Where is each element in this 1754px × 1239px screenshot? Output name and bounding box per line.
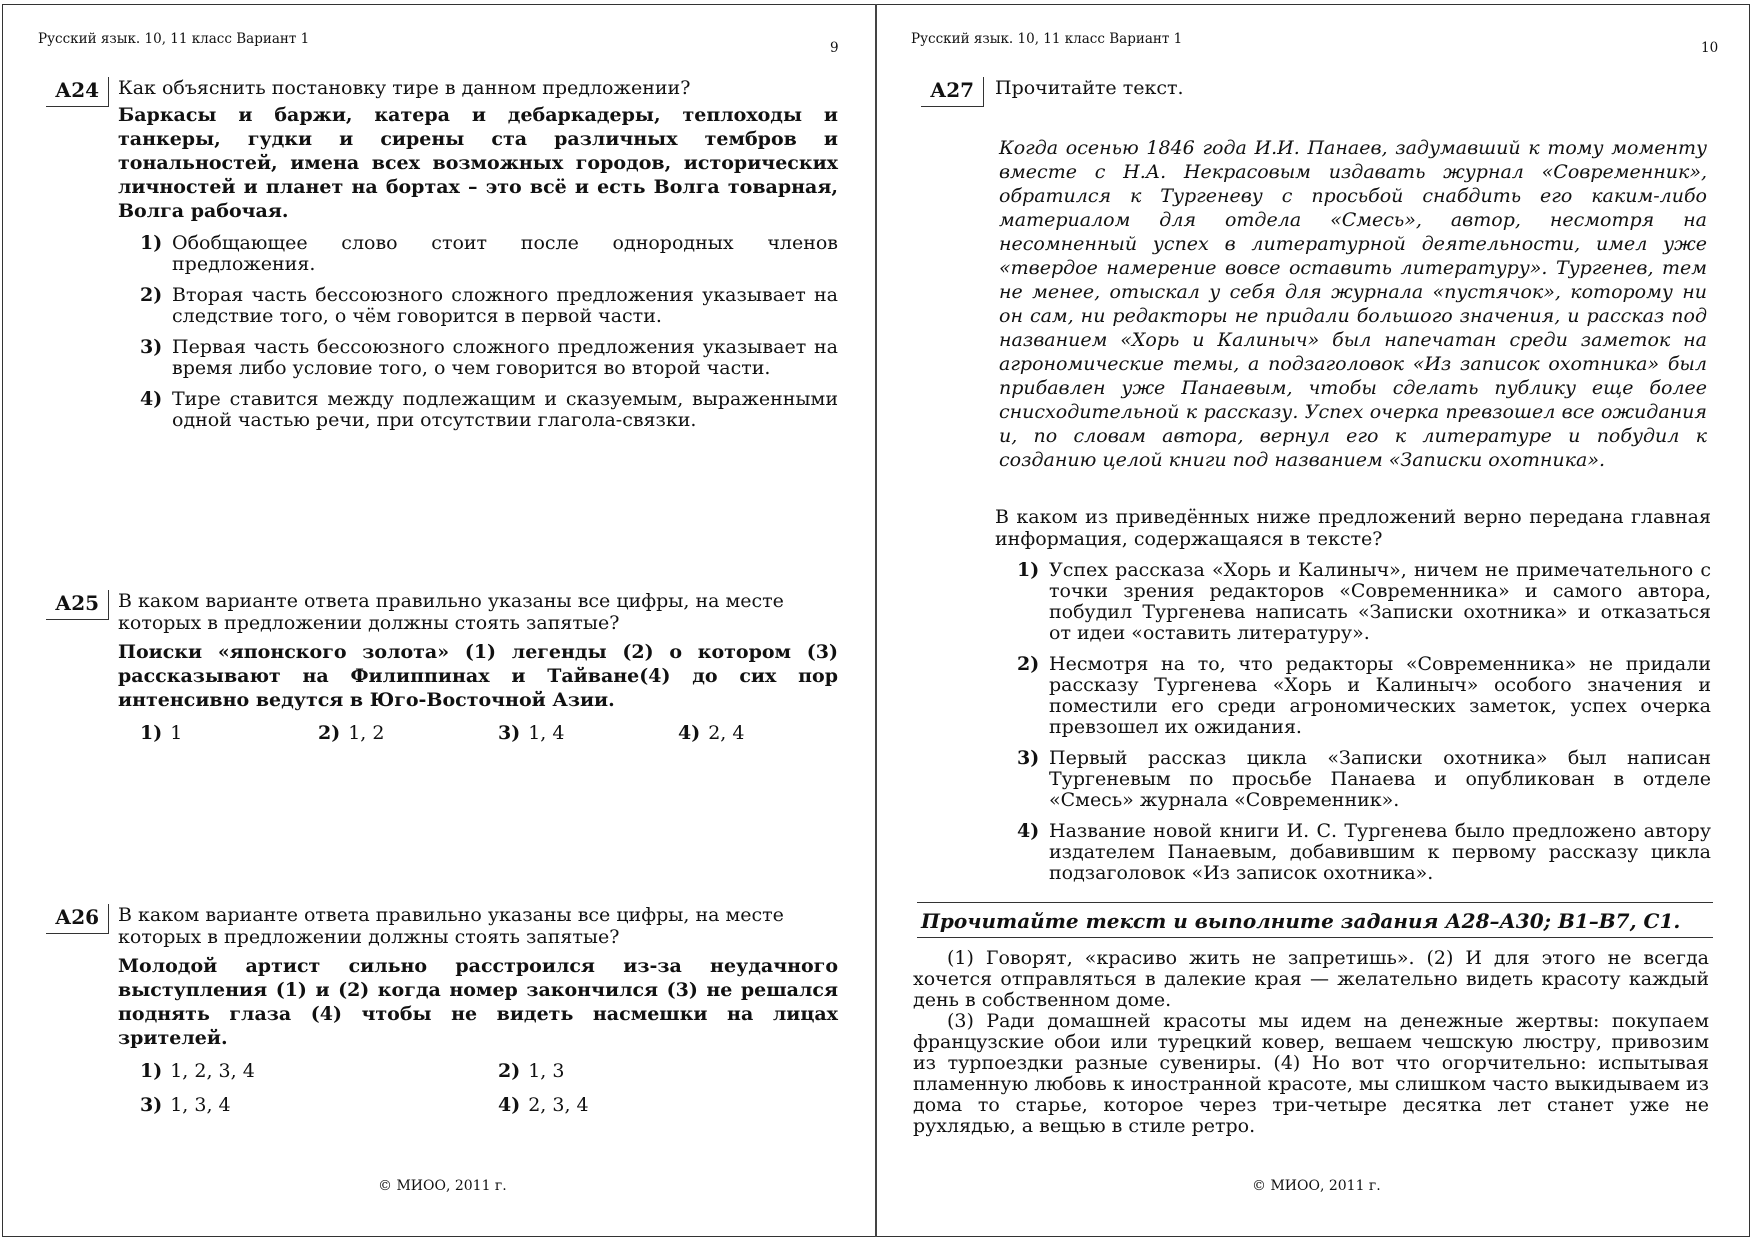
question-label: А25 <box>46 590 109 620</box>
question-text: Как объяснить постановку тире в данном предложении? <box>118 77 691 99</box>
option-text: 1, 2 <box>348 722 385 744</box>
a27-question-block <box>995 506 1711 884</box>
task-sentence: Поиски «японского золота» (1) легенды (2) о котором (3) рассказывают на Филиппинах и Тайване(4) до сих пор интенсивно ведутся в Юго-Восточной Азии. <box>118 641 838 711</box>
answer-option[interactable] <box>318 722 384 744</box>
task-sentence: Баркасы и баржи, катера и дебаркадеры, теплоходы и танкеры, гудки и сирены ста различных тембров и тональностей, имена всех возможных городов, исторических личностей и планет на бортах – это всё и есть Волга товарная, Волга рабочая. <box>118 104 838 222</box>
answer-option[interactable] <box>118 233 838 275</box>
answer-option[interactable] <box>140 722 182 744</box>
options-row <box>118 1094 838 1118</box>
paragraph: (1) Говорят, «красиво жить не запретишь». (2) И для этого не всегда хочется отправляться в далекие края — желательно видеть красоту каждый день в собственном доме. <box>913 947 1709 1011</box>
options-row <box>118 722 838 746</box>
question-text: В каком варианте ответа правильно указаны все цифры, на месте которых в предложении должны стоять запятые? <box>118 904 784 948</box>
paragraph: (3) Ради домашней красоты мы идем на денежные жертвы: покупаем французские обои или турецкий ковер, вешаем чешскую люстру, привозим из турпоездки разные сувениры. (4) Но вот что огорчительно: испытывая пламенную любовь к иностранной красоте, мы слишком часто выкидываем из дома то старье, которое через три-четыре десятка лет станет уже не рухлядью, а вещью в стиле ретро. <box>913 1010 1709 1137</box>
page-footer: © МИОО, 2011 г. <box>378 1178 507 1194</box>
option-text: Успех рассказа «Хорь и Калиныч», ничем не примечательного с точки зрения редакторов «Современника» и самого автора, побудил Тургенева написать «Записки охотника» и отказаться от идеи «оставить литературу». <box>1049 559 1711 644</box>
answer-option[interactable] <box>995 748 1711 811</box>
answer-option[interactable] <box>498 1060 564 1082</box>
option-number: 2) <box>1017 653 1040 675</box>
option-text: Тире ставится между подлежащим и сказуемым, выраженными одной частью речи, при отсутствии глагола-связки. <box>172 388 838 431</box>
option-text: Несмотря на то, что редакторы «Современника» не придали рассказу Тургенева «Хорь и Калиныч» особого значения и поместили его среди агрономических заметок, успех очерка превзошел их ожидания. <box>1049 653 1711 738</box>
option-text: 1, 3 <box>528 1060 565 1082</box>
option-text: Первый рассказ цикла «Записки охотника» был написан Тургеневым по просьбе Панаева и опубликован в отделе «Смесь» журнала «Современник». <box>1049 747 1711 811</box>
option-number: 2) <box>140 284 163 306</box>
right-page <box>877 0 1754 1239</box>
question-label: А26 <box>46 904 109 934</box>
option-number: 3) <box>1017 747 1040 769</box>
answer-option[interactable] <box>140 1094 231 1116</box>
option-text: Название новой книги И. С. Тургенева было предложено автору издателем Панаевым, добавившим к первому рассказу цикла подзаголовок «Из записок охотника». <box>1049 820 1711 884</box>
option-number: 4) <box>498 1094 521 1116</box>
answer-option[interactable] <box>995 560 1711 644</box>
page-number: 9 <box>830 40 839 56</box>
page-header: Русский язык. 10, 11 класс Вариант 1 <box>911 31 1183 47</box>
answer-option[interactable] <box>995 654 1711 738</box>
question-label: А27 <box>921 77 984 107</box>
option-number: 2) <box>498 1060 521 1082</box>
option-text: Обобщающее слово стоит после однородных членов предложения. <box>172 232 838 275</box>
option-text: 1, 4 <box>528 722 565 744</box>
answer-option[interactable] <box>118 337 838 379</box>
option-text: Первая часть бессоюзного сложного предложения указывает на время либо условие того, о чем говорится во второй части. <box>172 336 838 379</box>
option-number: 1) <box>140 722 163 744</box>
page-footer: © МИОО, 2011 г. <box>1252 1178 1381 1194</box>
option-number: 2) <box>318 722 341 744</box>
answer-option[interactable] <box>498 722 564 744</box>
answer-option[interactable] <box>678 722 744 744</box>
answer-option[interactable] <box>498 1094 589 1116</box>
answer-option[interactable] <box>118 389 838 431</box>
question-label: А24 <box>46 77 109 107</box>
option-text: 1, 2, 3, 4 <box>170 1060 255 1082</box>
options-row <box>118 1060 838 1084</box>
question-text: В каком варианте ответа правильно указаны все цифры, на месте которых в предложении должны стоять запятые? <box>118 590 784 634</box>
instruction-text: Прочитайте текст. <box>995 77 1184 99</box>
option-text: 2, 3, 4 <box>528 1094 589 1116</box>
task-sentence: Молодой артист сильно расстроился из-за неудачного выступления (1) и (2) когда номер закончился (3) не решался поднять глаза (4) чтобы не видеть насмешки на лицах зрителей. <box>118 955 838 1049</box>
task-heading: Прочитайте текст и выполните задания А28–А30; В1–В7, С1. <box>917 902 1713 938</box>
answer-option[interactable] <box>995 821 1711 884</box>
option-number: 3) <box>140 336 163 358</box>
answer-option[interactable] <box>140 1060 255 1082</box>
question-text: В каком из приведённых ниже предложений верно передана главная информация, содержащаяся в тексте? <box>995 506 1711 550</box>
reading-passage: Когда осенью 1846 года И.И. Панаев, задумавший к тому моменту вместе с Н.А. Некрасовым издавать журнал «Современник», обратился к Тургеневу с просьбой снабдить его каким-либо материалом для отдела «Смесь», автор, несмотря на несомненный успех в литературной деятельности, имел уже «твердое намерение вовсе оставить литературу». Тургенев, тем не менее, отыскал у себя для журнала «пустячок», которому ни он сам, ни редакторы не придали большого значения, и рассказ под названием «Хорь и Калиныч» был напечатан среди заметок на агрономические темы, а подзаголовок «Из записок охотника» был прибавлен уже Панаевым, чтобы сделать публику еще более снисходительной к рассказу. Успех очерка превзошел все ожидания и, по словам автора, вернул его к литературе и побудил к созданию целой книги под названием «Записки охотника». <box>999 137 1707 471</box>
option-text: 1 <box>170 722 183 744</box>
option-text: 2, 4 <box>708 722 745 744</box>
option-text: 1, 3, 4 <box>170 1094 231 1116</box>
option-number: 3) <box>498 722 521 744</box>
option-number: 1) <box>140 232 163 254</box>
page-number: 10 <box>1701 40 1719 56</box>
page-header: Русский язык. 10, 11 класс Вариант 1 <box>38 31 310 47</box>
option-number: 1) <box>1017 559 1040 581</box>
option-text: Вторая часть бессоюзного сложного предложения указывает на следствие того, о чём говорится в первой части. <box>172 284 838 327</box>
answer-option[interactable] <box>118 285 838 327</box>
option-number: 3) <box>140 1094 163 1116</box>
option-number: 1) <box>140 1060 163 1082</box>
text-passage <box>913 948 1709 1137</box>
option-number: 4) <box>140 388 163 410</box>
option-number: 4) <box>1017 820 1040 842</box>
option-number: 4) <box>678 722 701 744</box>
